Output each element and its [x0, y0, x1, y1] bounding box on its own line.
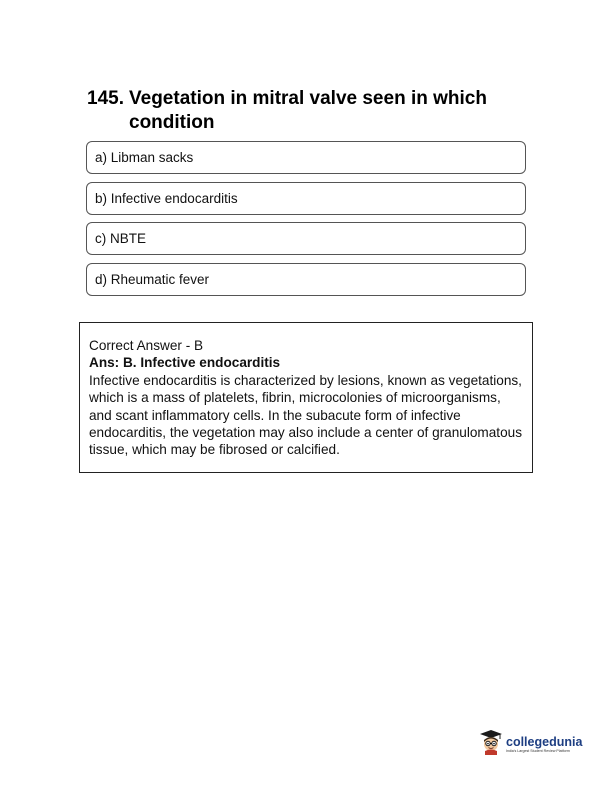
option-b[interactable]: b) Infective endocarditis	[86, 182, 526, 215]
answer-title: Ans: B. Infective endocarditis	[89, 355, 281, 371]
options-list	[86, 141, 526, 303]
option-a[interactable]: a) Libman sacks	[86, 141, 526, 174]
answer-box	[79, 322, 533, 473]
option-c[interactable]: c) NBTE	[86, 222, 526, 255]
answer-explanation: Infective endocarditis is characterized by lesions, known as vegetations, which is a mass of platelets, fibrin, microcolonies of microorganisms, and scant inflammatory cells. In the subacute form of infective endocarditis, the vegetation may also include a center of granulomatous tissue, which may be fibrosed or calcified.	[89, 372, 522, 458]
correct-answer-line: Correct Answer - B	[89, 338, 204, 353]
brand-name: collegedunia	[506, 735, 583, 749]
brand-tagline: India's Largest Student Review Platform	[506, 749, 570, 753]
question-number: 145.	[87, 88, 124, 109]
question-heading	[87, 87, 527, 135]
question-text: Vegetation in mitral valve seen in which condition	[129, 88, 487, 133]
option-d[interactable]: d) Rheumatic fever	[86, 263, 526, 296]
collegedunia-logo	[479, 729, 582, 760]
mascot-icon	[479, 729, 503, 760]
